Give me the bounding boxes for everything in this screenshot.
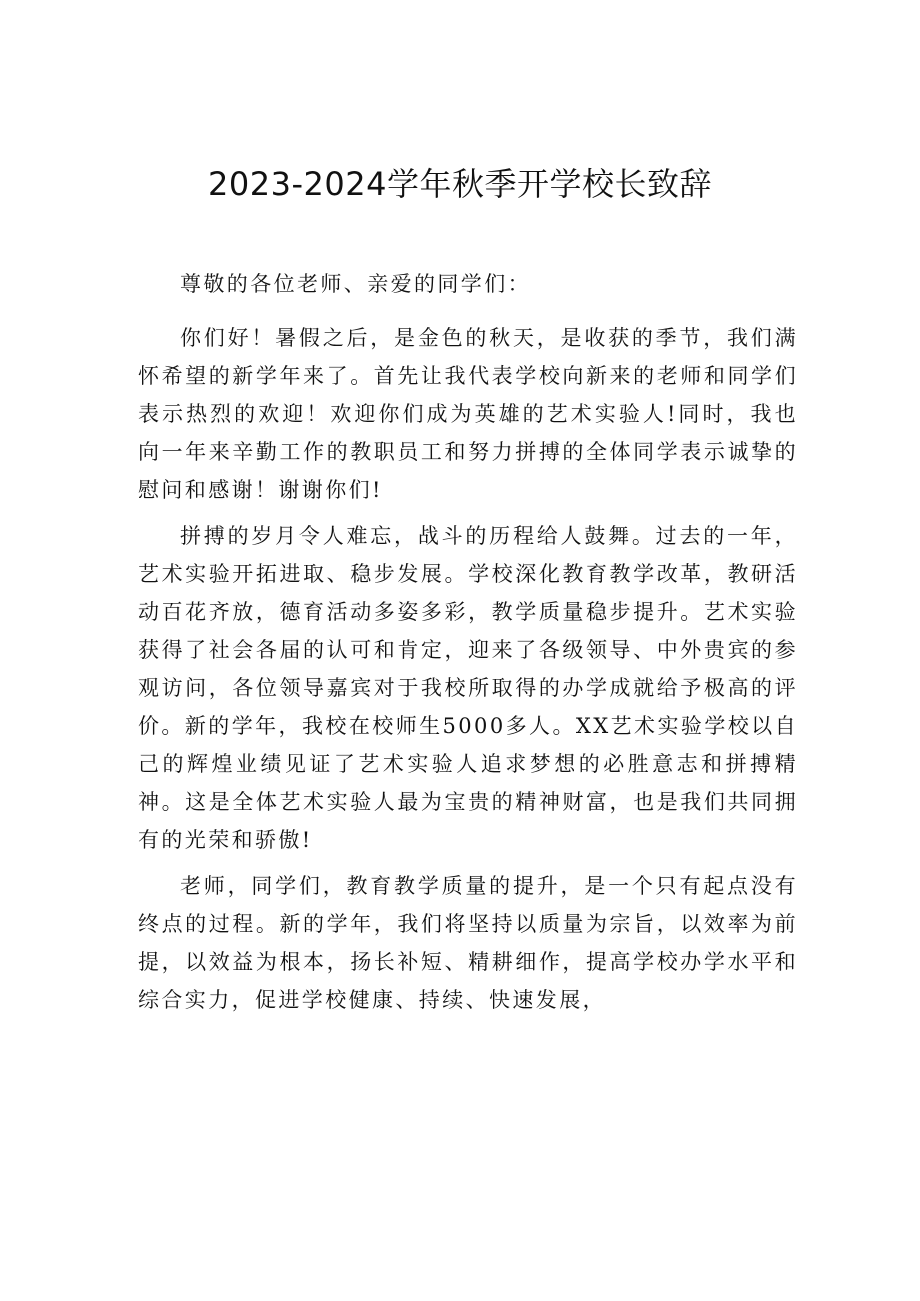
review-paragraph: 拼搏的岁月令人难忘，战斗的历程给人鼓舞。过去的一年，艺术实验开拓进取、稳步发展。学校深化教育教学改革，教研活动百花齐放，德育活动多姿多彩，教学质量稳步提升。艺术实验获得了社会各届的认可和肯定，迎来了各级领导、中外贵宾的参观访问，各位领导嘉宾对于我校所取得的办学成就给予极高的评价。新的学年，我校在校师生5000多人。XX艺术实验学校以自己的辉煌业绩见证了艺术实验人追求梦想的必胜意志和拼搏精神。这是全体艺术实验人最为宝贵的精神财富，也是我们共同拥有的光荣和骄傲! (138, 524, 798, 852)
document-title: 2023-2024学年秋季开学校长致辞 (208, 165, 712, 203)
salutation-paragraph: 尊敬的各位老师、亲爱的同学们： (180, 272, 531, 296)
greeting-paragraph: 你们好！暑假之后，是金色的秋天，是收获的季节，我们满怀希望的新学年来了。首先让我代表学校向新来的老师和同学们表示热烈的欢迎！欢迎你们成为英雄的艺术实验人!同时，我也向一年来辛勤工作的教职员工和努力拼搏的全体同学表示诚挚的慰问和感谢！谢谢你们! (138, 326, 798, 502)
document-body (138, 265, 798, 1027)
outlook-paragraph: 老师，同学们，教育教学质量的提升，是一个只有起点没有终点的过程。新的学年，我们将坚持以质量为宗旨，以效率为前提，以效益为根本，扬长补短、精耕细作，提高学校办学水平和综合实力，促进学校健康、持续、快速发展， (138, 874, 798, 1012)
